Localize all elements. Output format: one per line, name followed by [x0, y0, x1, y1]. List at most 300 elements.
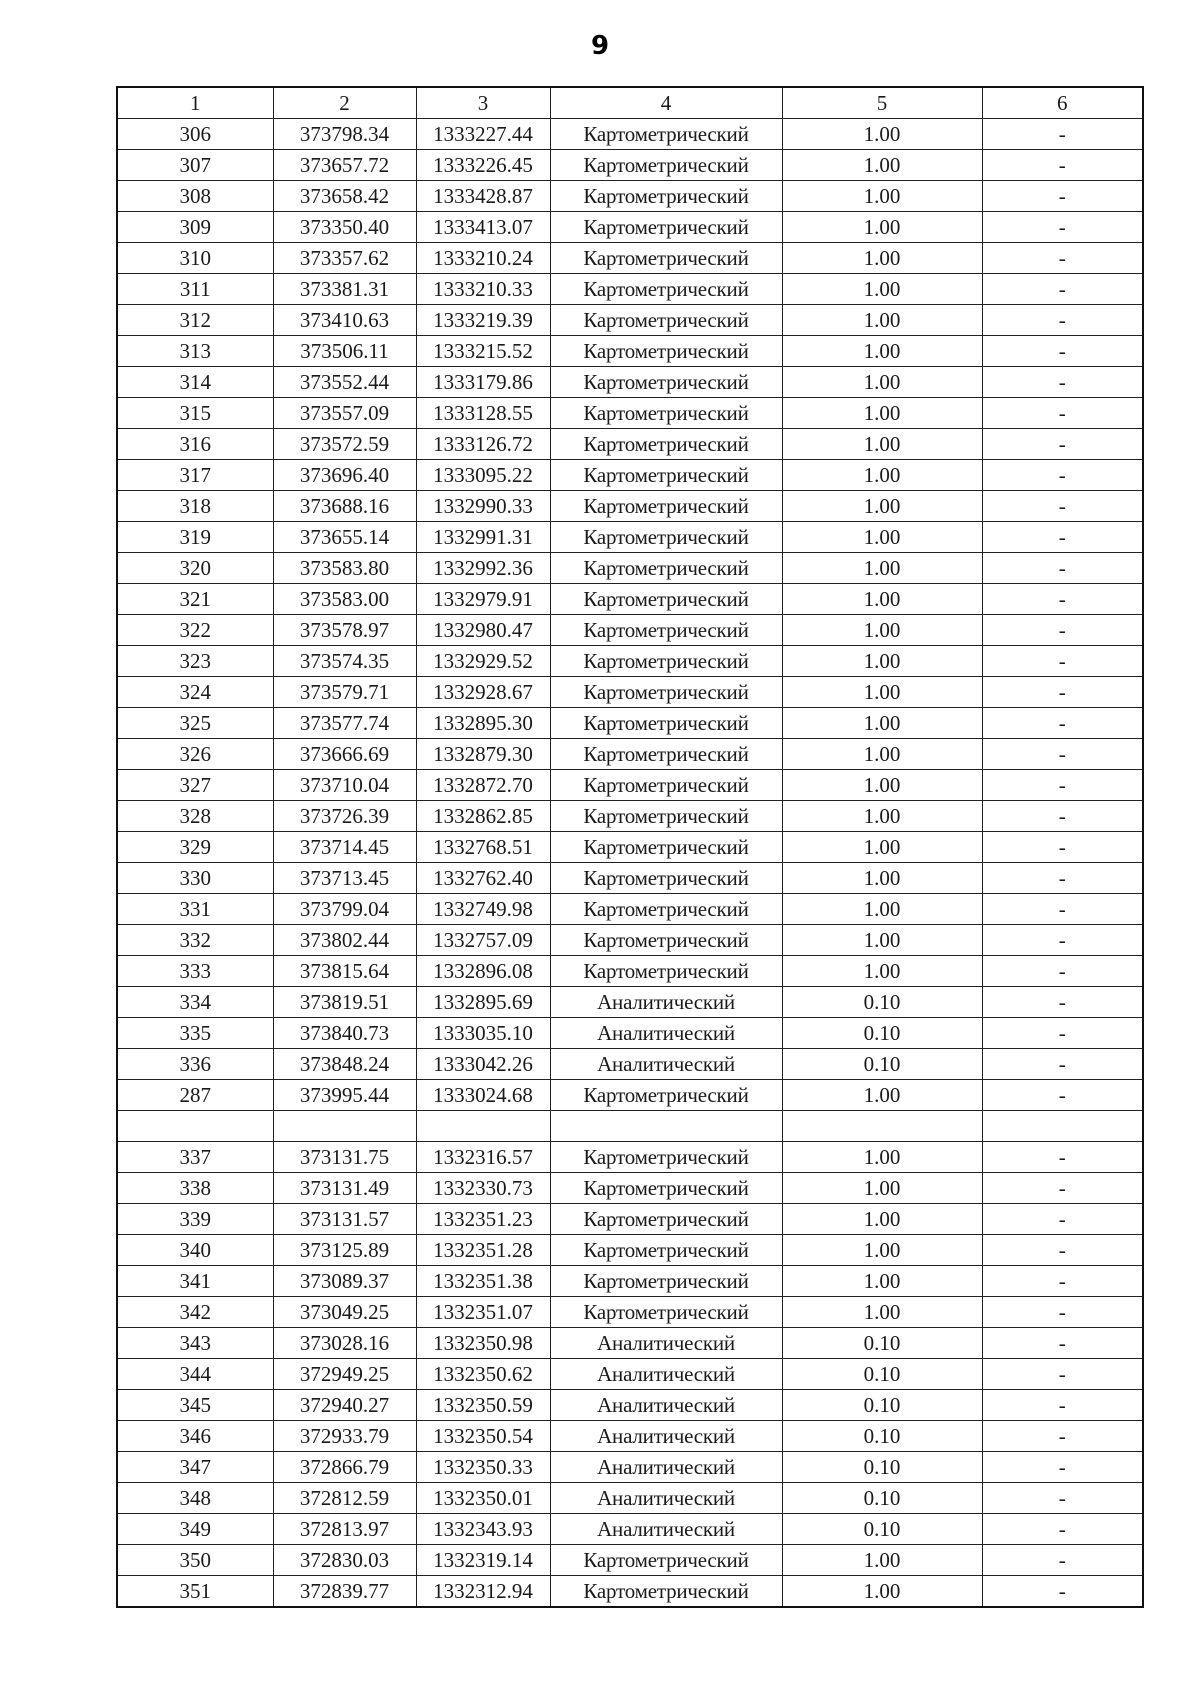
accuracy-cell: 0.10	[782, 1390, 982, 1421]
x-coordinate-cell: 373577.74	[273, 708, 416, 739]
accuracy-cell: 1.00	[782, 367, 982, 398]
x-coordinate-cell: 373726.39	[273, 801, 416, 832]
y-coordinate-cell: 1333219.39	[416, 305, 550, 336]
y-coordinate-cell: 1332757.09	[416, 925, 550, 956]
description-cell: -	[982, 956, 1143, 987]
description-cell: -	[982, 1049, 1143, 1080]
accuracy-cell: 1.00	[782, 708, 982, 739]
x-coordinate-cell: 373798.34	[273, 119, 416, 150]
point-number-cell: 329	[117, 832, 273, 863]
y-coordinate-cell: 1333226.45	[416, 150, 550, 181]
point-number-cell: 336	[117, 1049, 273, 1080]
point-number-cell: 321	[117, 584, 273, 615]
y-coordinate-cell: 1332351.07	[416, 1297, 550, 1328]
x-coordinate-cell: 373572.59	[273, 429, 416, 460]
table-row	[117, 1111, 1143, 1142]
table-row	[117, 677, 1143, 708]
x-coordinate-cell: 373815.64	[273, 956, 416, 987]
method-cell: Аналитический	[550, 987, 782, 1018]
point-number-cell: 326	[117, 739, 273, 770]
table-row	[117, 956, 1143, 987]
description-cell: -	[982, 801, 1143, 832]
description-cell: -	[982, 398, 1143, 429]
point-number-cell: 347	[117, 1452, 273, 1483]
y-coordinate-cell: 1332749.98	[416, 894, 550, 925]
accuracy-cell: 1.00	[782, 119, 982, 150]
table-row	[117, 274, 1143, 305]
accuracy-cell: 1.00	[782, 894, 982, 925]
table-row	[117, 212, 1143, 243]
y-coordinate-cell: 1332350.59	[416, 1390, 550, 1421]
point-number-cell: 306	[117, 119, 273, 150]
accuracy-cell: 1.00	[782, 1235, 982, 1266]
description-cell: -	[982, 1452, 1143, 1483]
y-coordinate-cell: 1333128.55	[416, 398, 550, 429]
x-coordinate-cell: 373089.37	[273, 1266, 416, 1297]
y-coordinate-cell: 1332351.23	[416, 1204, 550, 1235]
description-cell: -	[982, 1576, 1143, 1608]
y-coordinate-cell: 1333095.22	[416, 460, 550, 491]
table-row	[117, 398, 1143, 429]
x-coordinate-cell: 373819.51	[273, 987, 416, 1018]
x-coordinate-cell: 373125.89	[273, 1235, 416, 1266]
method-cell: Картометрический	[550, 1080, 782, 1111]
description-cell: -	[982, 1545, 1143, 1576]
accuracy-cell: 1.00	[782, 1297, 982, 1328]
description-cell: -	[982, 1390, 1143, 1421]
accuracy-cell: 0.10	[782, 1514, 982, 1545]
y-coordinate-cell: 1332312.94	[416, 1576, 550, 1608]
table-row	[117, 1204, 1143, 1235]
point-number-cell: 343	[117, 1328, 273, 1359]
y-coordinate-cell: 1333042.26	[416, 1049, 550, 1080]
y-coordinate-cell: 1333179.86	[416, 367, 550, 398]
description-cell: -	[982, 150, 1143, 181]
y-coordinate-cell: 1332350.33	[416, 1452, 550, 1483]
y-coordinate-cell: 1333215.52	[416, 336, 550, 367]
description-cell: -	[982, 119, 1143, 150]
description-cell: -	[982, 739, 1143, 770]
y-coordinate-cell	[416, 1111, 550, 1142]
table-row	[117, 708, 1143, 739]
method-cell	[550, 1111, 782, 1142]
method-cell: Картометрический	[550, 243, 782, 274]
table-row	[117, 894, 1143, 925]
method-cell: Аналитический	[550, 1452, 782, 1483]
table-row	[117, 1359, 1143, 1390]
table-row	[117, 1297, 1143, 1328]
point-number-cell: 333	[117, 956, 273, 987]
description-cell: -	[982, 243, 1143, 274]
x-coordinate-cell: 373578.97	[273, 615, 416, 646]
method-cell: Картометрический	[550, 429, 782, 460]
point-number-cell: 338	[117, 1173, 273, 1204]
point-number-cell: 318	[117, 491, 273, 522]
table-row	[117, 1545, 1143, 1576]
header-cell-col-2: 2	[273, 87, 416, 119]
table-row	[117, 1018, 1143, 1049]
table-row	[117, 925, 1143, 956]
point-number-cell: 332	[117, 925, 273, 956]
table-row	[117, 1390, 1143, 1421]
x-coordinate-cell: 373655.14	[273, 522, 416, 553]
y-coordinate-cell: 1333024.68	[416, 1080, 550, 1111]
accuracy-cell: 1.00	[782, 584, 982, 615]
accuracy-cell: 1.00	[782, 832, 982, 863]
x-coordinate-cell: 373840.73	[273, 1018, 416, 1049]
accuracy-cell: 0.10	[782, 1421, 982, 1452]
method-cell: Картометрический	[550, 1545, 782, 1576]
y-coordinate-cell: 1332990.33	[416, 491, 550, 522]
description-cell: -	[982, 1266, 1143, 1297]
point-number-cell: 345	[117, 1390, 273, 1421]
method-cell: Картометрический	[550, 894, 782, 925]
point-number-cell: 309	[117, 212, 273, 243]
accuracy-cell: 1.00	[782, 553, 982, 584]
header-cell-col-1: 1	[117, 87, 273, 119]
accuracy-cell: 1.00	[782, 305, 982, 336]
description-cell: -	[982, 1235, 1143, 1266]
method-cell: Картометрический	[550, 677, 782, 708]
x-coordinate-cell: 373799.04	[273, 894, 416, 925]
method-cell: Картометрический	[550, 491, 782, 522]
accuracy-cell: 1.00	[782, 1142, 982, 1173]
table-row	[117, 150, 1143, 181]
y-coordinate-cell: 1332343.93	[416, 1514, 550, 1545]
table-row	[117, 1328, 1143, 1359]
table-row	[117, 1514, 1143, 1545]
method-cell: Картометрический	[550, 398, 782, 429]
y-coordinate-cell: 1332350.01	[416, 1483, 550, 1514]
accuracy-cell: 1.00	[782, 398, 982, 429]
description-cell: -	[982, 1514, 1143, 1545]
accuracy-cell: 1.00	[782, 460, 982, 491]
point-number-cell: 334	[117, 987, 273, 1018]
point-number-cell: 340	[117, 1235, 273, 1266]
y-coordinate-cell: 1332896.08	[416, 956, 550, 987]
y-coordinate-cell: 1332991.31	[416, 522, 550, 553]
point-number-cell: 320	[117, 553, 273, 584]
table-row	[117, 584, 1143, 615]
method-cell: Картометрический	[550, 925, 782, 956]
point-number-cell: 344	[117, 1359, 273, 1390]
y-coordinate-cell: 1332980.47	[416, 615, 550, 646]
x-coordinate-cell: 372812.59	[273, 1483, 416, 1514]
y-coordinate-cell: 1332872.70	[416, 770, 550, 801]
point-number-cell: 313	[117, 336, 273, 367]
accuracy-cell: 1.00	[782, 336, 982, 367]
point-number-cell: 337	[117, 1142, 273, 1173]
method-cell: Картометрический	[550, 336, 782, 367]
method-cell: Картометрический	[550, 739, 782, 770]
table-row	[117, 1266, 1143, 1297]
description-cell: -	[982, 615, 1143, 646]
y-coordinate-cell: 1332992.36	[416, 553, 550, 584]
x-coordinate-cell: 373657.72	[273, 150, 416, 181]
table-row	[117, 1421, 1143, 1452]
point-number-cell: 308	[117, 181, 273, 212]
accuracy-cell: 1.00	[782, 801, 982, 832]
x-coordinate-cell: 372830.03	[273, 1545, 416, 1576]
accuracy-cell: 1.00	[782, 956, 982, 987]
accuracy-cell: 1.00	[782, 491, 982, 522]
table-row	[117, 1142, 1143, 1173]
point-number-cell: 316	[117, 429, 273, 460]
table-row	[117, 615, 1143, 646]
description-cell: -	[982, 212, 1143, 243]
method-cell: Картометрический	[550, 801, 782, 832]
description-cell	[982, 1111, 1143, 1142]
point-number-cell: 307	[117, 150, 273, 181]
description-cell: -	[982, 770, 1143, 801]
x-coordinate-cell: 373381.31	[273, 274, 416, 305]
x-coordinate-cell: 373802.44	[273, 925, 416, 956]
x-coordinate-cell: 372839.77	[273, 1576, 416, 1608]
table-row	[117, 739, 1143, 770]
method-cell: Аналитический	[550, 1421, 782, 1452]
point-number-cell: 287	[117, 1080, 273, 1111]
accuracy-cell: 0.10	[782, 987, 982, 1018]
y-coordinate-cell: 1332979.91	[416, 584, 550, 615]
page-number: 9	[590, 31, 610, 61]
x-coordinate-cell: 373410.63	[273, 305, 416, 336]
method-cell: Картометрический	[550, 956, 782, 987]
table-row	[117, 646, 1143, 677]
description-cell: -	[982, 305, 1143, 336]
accuracy-cell: 1.00	[782, 739, 982, 770]
accuracy-cell: 1.00	[782, 677, 982, 708]
description-cell: -	[982, 1359, 1143, 1390]
point-number-cell: 335	[117, 1018, 273, 1049]
point-number-cell: 341	[117, 1266, 273, 1297]
table-row	[117, 863, 1143, 894]
point-number-cell: 346	[117, 1421, 273, 1452]
description-cell: -	[982, 832, 1143, 863]
accuracy-cell: 0.10	[782, 1452, 982, 1483]
method-cell: Картометрический	[550, 150, 782, 181]
y-coordinate-cell: 1332330.73	[416, 1173, 550, 1204]
y-coordinate-cell: 1333126.72	[416, 429, 550, 460]
method-cell: Картометрический	[550, 1173, 782, 1204]
x-coordinate-cell: 373995.44	[273, 1080, 416, 1111]
accuracy-cell: 1.00	[782, 863, 982, 894]
x-coordinate-cell: 373574.35	[273, 646, 416, 677]
x-coordinate-cell: 373049.25	[273, 1297, 416, 1328]
accuracy-cell: 0.10	[782, 1483, 982, 1514]
x-coordinate-cell: 373028.16	[273, 1328, 416, 1359]
accuracy-cell: 0.10	[782, 1018, 982, 1049]
point-number-cell: 311	[117, 274, 273, 305]
point-number-cell: 349	[117, 1514, 273, 1545]
point-number-cell: 323	[117, 646, 273, 677]
x-coordinate-cell: 373579.71	[273, 677, 416, 708]
method-cell: Аналитический	[550, 1390, 782, 1421]
description-cell: -	[982, 181, 1143, 212]
x-coordinate-cell: 373666.69	[273, 739, 416, 770]
y-coordinate-cell: 1332351.28	[416, 1235, 550, 1266]
table-row	[117, 801, 1143, 832]
x-coordinate-cell: 372866.79	[273, 1452, 416, 1483]
x-coordinate-cell: 373350.40	[273, 212, 416, 243]
description-cell: -	[982, 987, 1143, 1018]
y-coordinate-cell: 1332350.62	[416, 1359, 550, 1390]
method-cell: Картометрический	[550, 646, 782, 677]
point-number-cell: 330	[117, 863, 273, 894]
header-cell-col-5: 5	[782, 87, 982, 119]
x-coordinate-cell: 373696.40	[273, 460, 416, 491]
accuracy-cell: 1.00	[782, 1080, 982, 1111]
description-cell: -	[982, 1173, 1143, 1204]
description-cell: -	[982, 1204, 1143, 1235]
method-cell: Аналитический	[550, 1514, 782, 1545]
y-coordinate-cell: 1332350.98	[416, 1328, 550, 1359]
point-number-cell	[117, 1111, 273, 1142]
accuracy-cell: 1.00	[782, 522, 982, 553]
table-row	[117, 1080, 1143, 1111]
method-cell: Картометрический	[550, 1576, 782, 1608]
description-cell: -	[982, 1080, 1143, 1111]
accuracy-cell: 1.00	[782, 150, 982, 181]
table-row	[117, 429, 1143, 460]
method-cell: Картометрический	[550, 863, 782, 894]
y-coordinate-cell: 1332895.30	[416, 708, 550, 739]
method-cell: Картометрический	[550, 305, 782, 336]
method-cell: Картометрический	[550, 708, 782, 739]
x-coordinate-cell: 372940.27	[273, 1390, 416, 1421]
coordinates-table	[116, 86, 1144, 1608]
method-cell: Аналитический	[550, 1049, 782, 1080]
point-number-cell: 322	[117, 615, 273, 646]
accuracy-cell: 1.00	[782, 212, 982, 243]
table-row	[117, 243, 1143, 274]
table-row	[117, 1173, 1143, 1204]
x-coordinate-cell: 372933.79	[273, 1421, 416, 1452]
method-cell: Картометрический	[550, 553, 782, 584]
table-row	[117, 181, 1143, 212]
point-number-cell: 331	[117, 894, 273, 925]
x-coordinate-cell: 373552.44	[273, 367, 416, 398]
description-cell: -	[982, 274, 1143, 305]
y-coordinate-cell: 1332862.85	[416, 801, 550, 832]
y-coordinate-cell: 1333035.10	[416, 1018, 550, 1049]
method-cell: Картометрический	[550, 1204, 782, 1235]
header-cell-col-3: 3	[416, 87, 550, 119]
method-cell: Картометрический	[550, 1142, 782, 1173]
x-coordinate-cell: 373714.45	[273, 832, 416, 863]
method-cell: Картометрический	[550, 1266, 782, 1297]
method-cell: Картометрический	[550, 615, 782, 646]
accuracy-cell: 1.00	[782, 615, 982, 646]
table-row	[117, 336, 1143, 367]
header-cell-col-6: 6	[982, 87, 1143, 119]
table-row	[117, 522, 1143, 553]
accuracy-cell: 1.00	[782, 181, 982, 212]
description-cell: -	[982, 1297, 1143, 1328]
point-number-cell: 314	[117, 367, 273, 398]
x-coordinate-cell: 373557.09	[273, 398, 416, 429]
accuracy-cell: 0.10	[782, 1359, 982, 1390]
description-cell: -	[982, 429, 1143, 460]
accuracy-cell	[782, 1111, 982, 1142]
point-number-cell: 327	[117, 770, 273, 801]
description-cell: -	[982, 367, 1143, 398]
table-row	[117, 119, 1143, 150]
description-cell: -	[982, 1018, 1143, 1049]
table-row	[117, 987, 1143, 1018]
point-number-cell: 312	[117, 305, 273, 336]
description-cell: -	[982, 863, 1143, 894]
method-cell: Картометрический	[550, 1297, 782, 1328]
description-cell: -	[982, 584, 1143, 615]
x-coordinate-cell: 373713.45	[273, 863, 416, 894]
method-cell: Картометрический	[550, 119, 782, 150]
method-cell: Картометрический	[550, 770, 782, 801]
point-number-cell: 350	[117, 1545, 273, 1576]
y-coordinate-cell: 1332319.14	[416, 1545, 550, 1576]
table-row	[117, 1235, 1143, 1266]
description-cell: -	[982, 646, 1143, 677]
point-number-cell: 348	[117, 1483, 273, 1514]
point-number-cell: 342	[117, 1297, 273, 1328]
method-cell: Картометрический	[550, 274, 782, 305]
point-number-cell: 319	[117, 522, 273, 553]
x-coordinate-cell: 373710.04	[273, 770, 416, 801]
accuracy-cell: 0.10	[782, 1328, 982, 1359]
y-coordinate-cell: 1332768.51	[416, 832, 550, 863]
description-cell: -	[982, 1421, 1143, 1452]
accuracy-cell: 1.00	[782, 770, 982, 801]
table-row	[117, 832, 1143, 863]
point-number-cell: 310	[117, 243, 273, 274]
description-cell: -	[982, 1483, 1143, 1514]
x-coordinate-cell: 373583.80	[273, 553, 416, 584]
y-coordinate-cell: 1332351.38	[416, 1266, 550, 1297]
description-cell: -	[982, 522, 1143, 553]
table-row	[117, 491, 1143, 522]
table-row	[117, 367, 1143, 398]
method-cell: Аналитический	[550, 1483, 782, 1514]
method-cell: Картометрический	[550, 460, 782, 491]
description-cell: -	[982, 894, 1143, 925]
method-cell: Картометрический	[550, 584, 782, 615]
description-cell: -	[982, 336, 1143, 367]
point-number-cell: 325	[117, 708, 273, 739]
accuracy-cell: 1.00	[782, 646, 982, 677]
y-coordinate-cell: 1332316.57	[416, 1142, 550, 1173]
method-cell: Аналитический	[550, 1018, 782, 1049]
method-cell: Картометрический	[550, 367, 782, 398]
accuracy-cell: 1.00	[782, 1576, 982, 1608]
description-cell: -	[982, 677, 1143, 708]
description-cell: -	[982, 708, 1143, 739]
table-row	[117, 1452, 1143, 1483]
header-cell-col-4: 4	[550, 87, 782, 119]
x-coordinate-cell: 373131.57	[273, 1204, 416, 1235]
y-coordinate-cell: 1333428.87	[416, 181, 550, 212]
method-cell: Картометрический	[550, 522, 782, 553]
table-row	[117, 1049, 1143, 1080]
y-coordinate-cell: 1332762.40	[416, 863, 550, 894]
accuracy-cell: 1.00	[782, 925, 982, 956]
method-cell: Картометрический	[550, 1235, 782, 1266]
description-cell: -	[982, 553, 1143, 584]
accuracy-cell: 1.00	[782, 243, 982, 274]
y-coordinate-cell: 1332879.30	[416, 739, 550, 770]
y-coordinate-cell: 1332895.69	[416, 987, 550, 1018]
y-coordinate-cell: 1333413.07	[416, 212, 550, 243]
point-number-cell: 351	[117, 1576, 273, 1608]
accuracy-cell: 1.00	[782, 429, 982, 460]
